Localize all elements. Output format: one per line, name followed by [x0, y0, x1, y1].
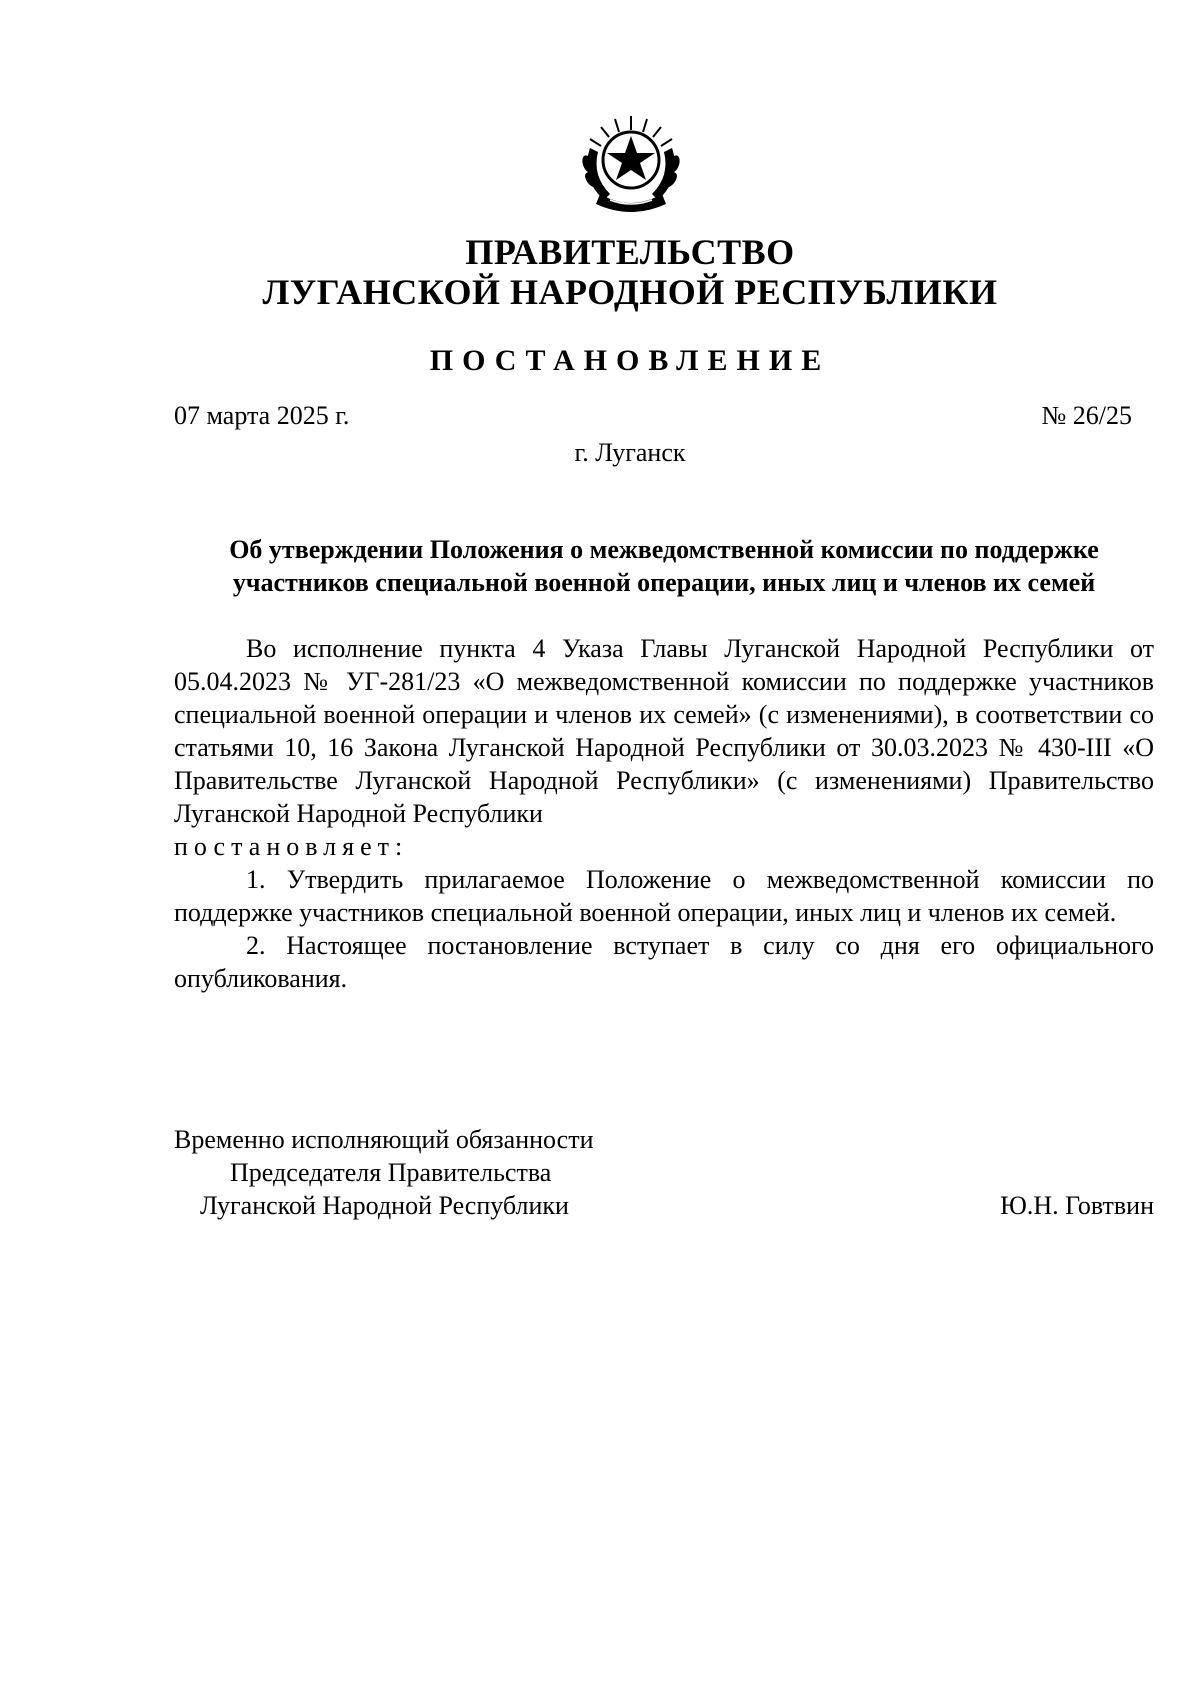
item-1: 1. Утвердить прилагаемое Положение о межведомственной комиссии по поддержке участников специальной военной операции, иных лиц и членов их семей. [174, 865, 1154, 927]
government-title: ПРАВИТЕЛЬСТВО [465, 232, 795, 272]
item-2: 2. Настоящее постановление вступает в силу со дня его официального опубликования. [174, 931, 1154, 993]
signatory-name: Ю.Н. Говтвин [1000, 1191, 1154, 1220]
preamble-paragraph [174, 632, 1154, 830]
government-title-line2: ЛУГАНСКОЙ НАРОДНОЙ РЕСПУБЛИКИ [262, 272, 998, 312]
decree-paragraph [174, 830, 1154, 863]
document-city: г. Луганск [574, 438, 686, 467]
decree-word: постановляет: [174, 832, 409, 861]
document-subject: Об утверждении Положения о межведомственной комиссии по поддержке участников специальной военной операции, иных лиц и членов их семей [229, 535, 1099, 597]
signature-position-line3: Луганской Народной Республики [200, 1191, 569, 1220]
document-type: ПОСТАНОВЛЕНИЕ [429, 344, 831, 377]
signature-position-line1: Временно исполняющий обязанности [174, 1125, 594, 1154]
document-body [174, 632, 1154, 995]
document-date: 07 марта 2025 г. [174, 401, 350, 430]
coat-of-arms-icon [570, 108, 692, 218]
preamble-text: Во исполнение пункта 4 Указа Главы Луганской Народной Республики от 05.04.2023 № УГ-281/23 «О межведомственной комиссии по поддержке участников специальной военной операции и членов их семей» (с изменениями), в соответствии со статьями 10, 16 Закона Луганской Народной Республики от 30.03.2023 № 430-III «О Правительстве Луганской Народной Республики» (с изменениями) Правительство Луганской Народной Республики [174, 634, 1154, 828]
document-number: № 26/25 [1041, 401, 1132, 430]
signature-position-line2: Председателя Правительства [230, 1158, 552, 1187]
signature-block [174, 1123, 1154, 1222]
